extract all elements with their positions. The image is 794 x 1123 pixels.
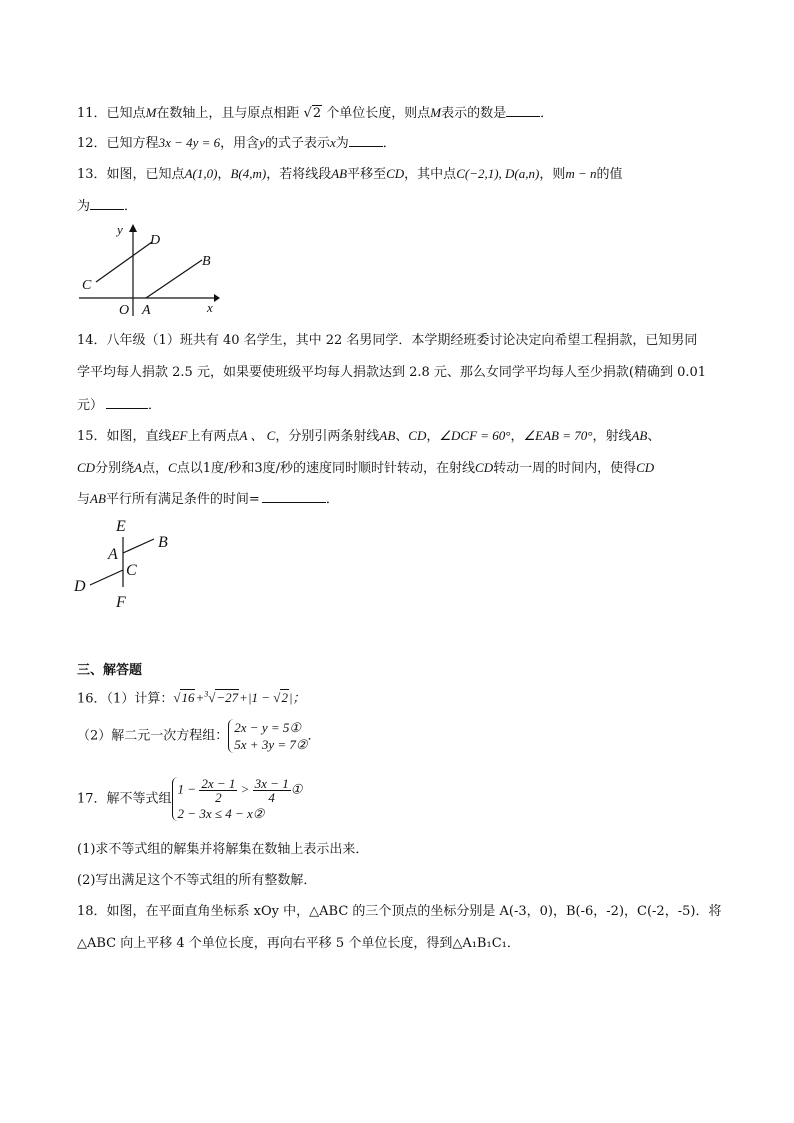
- sqrt-radicand: 16: [181, 690, 195, 706]
- question-17-sub-2: (2)写出满足这个不等式组的所有整数解．: [77, 873, 317, 888]
- label-x: x: [207, 300, 213, 315]
- y-axis-arrow-icon: [129, 224, 137, 232]
- question-13-cont: [77, 197, 137, 216]
- segment-ab: [146, 260, 202, 298]
- math-expr: √16+$^3$√−27+|1 − √2|；: [173, 690, 306, 706]
- math-var: y: [259, 135, 265, 150]
- math-var: A: [134, 460, 143, 475]
- math-var: EF: [171, 428, 188, 443]
- equation-1: 2x − y = 5①: [234, 720, 302, 735]
- x-axis-arrow-icon: [214, 294, 220, 302]
- equation-2: 5x + 3y = 7②: [234, 737, 308, 752]
- text: ，若将线段: [266, 167, 332, 182]
- ray-ab: [123, 539, 154, 553]
- label-c: C: [82, 278, 92, 293]
- question-16-part-1: [77, 686, 306, 708]
- text: 、: [395, 429, 409, 444]
- text: 点，: [142, 461, 169, 476]
- text: 16．（1）计算：: [77, 691, 174, 707]
- question-number: 13．: [77, 167, 107, 182]
- math-var: AB: [379, 428, 396, 443]
- question-18-line-1: 18．如图，在平面直角坐标系 xOy 中，△ABC 的三个顶点的坐标分别是 A(-3，0)，B(-6，-2)，C(-2，-5)．将: [77, 904, 722, 919]
- math-var: AB: [331, 166, 348, 181]
- math-var: CD: [475, 460, 494, 475]
- text: ，: [510, 429, 524, 444]
- question-14-line-3: [77, 396, 161, 415]
- question-15-line-2: [77, 459, 654, 478]
- text: ．: [148, 398, 162, 413]
- text: 已知方程: [106, 136, 159, 151]
- math-var: A 、 C: [239, 428, 276, 443]
- math-angle: ∠DCF = 60°: [439, 428, 511, 443]
- question-14-line-2: 学平均每人捐款 2.5 元，如果要使班级平均每人捐款达到 2.8 元、那么女同学平均每人至少捐款(精确到 0.01: [77, 365, 707, 380]
- sqrt-radicand: 2: [312, 106, 322, 121]
- text: 表示的数是: [441, 106, 507, 121]
- inequality-system: [172, 777, 303, 821]
- label-d: D: [150, 233, 161, 248]
- answer-blank[interactable]: [349, 134, 383, 147]
- text: 分别绕: [95, 461, 135, 476]
- root-index: 3: [204, 690, 209, 699]
- question-number: 11．: [77, 106, 107, 121]
- question-14-line-1: 14．八年级（1）班共有 40 名学生，其中 22 名男同学．本学期经班委讨论决定向希望工程捐款，已知男同: [77, 333, 698, 348]
- math-op: >: [240, 781, 250, 797]
- inequality-1: [178, 777, 303, 804]
- text: 与: [77, 492, 91, 507]
- text: ．: [307, 728, 321, 744]
- label-e: E: [116, 518, 126, 535]
- text: 上有两点: [187, 429, 240, 444]
- label-b: B: [202, 254, 211, 269]
- math-label: ①: [290, 781, 303, 797]
- text: ，其中点: [404, 167, 457, 182]
- question-17: [77, 777, 302, 821]
- text: ，射线: [592, 429, 632, 444]
- text: 如图，已知点: [106, 167, 185, 182]
- question-number: 12．: [77, 136, 107, 151]
- question-16-part-2: [77, 719, 321, 753]
- text: 的值: [596, 167, 623, 182]
- section-heading: 三、解答题: [77, 663, 143, 678]
- text: （2）解二元一次方程组：: [77, 728, 229, 744]
- text: ．: [382, 136, 396, 151]
- answer-blank[interactable]: [106, 396, 148, 409]
- text: ．: [325, 492, 339, 507]
- math-op: +: [195, 690, 205, 706]
- text: 点以1度/秒和3度/秒的速度同时顺时针转动，在射线: [176, 461, 476, 476]
- label-o: O: [119, 303, 130, 318]
- math-expr: m − n: [565, 166, 597, 181]
- text: 元）: [77, 398, 104, 413]
- text: 已知点: [106, 106, 146, 121]
- question-18-line-2: △ABC 向上平移 4 个单位长度，再向右平移 5 个单位长度，得到△A₁B₁C₁．: [77, 936, 520, 951]
- text: ，: [217, 167, 231, 182]
- inequality-2: 2 − 3x ≤ 4 − x②: [177, 806, 265, 821]
- answer-blank[interactable]: [262, 490, 326, 503]
- question-11: 11．已知点M在数轴上，且与原点相距 √2 个单位长度，则点M表示的数是 ．: [77, 105, 554, 121]
- question-13: [77, 165, 623, 184]
- question-15-line-3: [77, 490, 339, 509]
- text: 平移至: [347, 167, 387, 182]
- segment-cd: [96, 242, 152, 282]
- math-point: A(1,0): [184, 166, 218, 181]
- text: 个单位长度，则点: [326, 106, 431, 121]
- text: ．: [124, 199, 138, 214]
- math-op: |；: [288, 690, 306, 706]
- text: 的式子表示: [264, 136, 330, 151]
- math-var: x: [329, 135, 336, 150]
- text: 转动一周的时间内，使得: [493, 461, 637, 476]
- fraction-numerator: 2x − 1: [201, 776, 236, 791]
- question-15-line-1: [77, 427, 660, 446]
- label-c: C: [126, 562, 137, 579]
- answer-blank[interactable]: [90, 197, 124, 210]
- label-a: A: [108, 546, 118, 563]
- fraction-numerator: 3x − 1: [254, 776, 289, 791]
- math-var: AB: [631, 428, 648, 443]
- text: 如图，直线: [106, 429, 172, 444]
- label-d: D: [74, 578, 86, 595]
- math-equation: 3x − 4y = 6: [158, 135, 221, 150]
- math-var: C: [168, 460, 177, 475]
- math-var: M: [430, 105, 442, 120]
- math-op: +|1 −: [239, 690, 271, 706]
- math-var: CD: [386, 166, 405, 181]
- text: ，用含: [220, 136, 260, 151]
- ray-cd: [90, 570, 123, 585]
- math-angle: ∠EAB = 70°: [523, 428, 593, 443]
- label-b: B: [158, 534, 168, 551]
- math-var: AB: [90, 491, 106, 506]
- text: 17．解不等式组: [77, 791, 172, 807]
- text: ，: [426, 429, 440, 444]
- text: ，则: [539, 167, 566, 182]
- math-point: B(4,m): [230, 166, 267, 181]
- figure-q13-coordinate: [74, 220, 224, 320]
- math-point: C(−2,1), D(a,n): [456, 166, 540, 181]
- label-f: F: [116, 594, 126, 610]
- text: 在数轴上，且与原点相距: [156, 106, 300, 121]
- fraction-denominator: 2: [215, 790, 222, 805]
- math-var: CD: [77, 460, 96, 475]
- question-number: 15．: [77, 429, 107, 444]
- text: ，分别引两条射线: [275, 429, 380, 444]
- math-var: CD: [408, 428, 427, 443]
- math-var: CD: [636, 460, 655, 475]
- figure-q15-lines: [70, 515, 180, 610]
- question-12: [77, 134, 396, 153]
- text: 为: [77, 199, 91, 214]
- text: 平行所有满足条件的时间=: [105, 492, 260, 507]
- label-y: y: [117, 222, 123, 237]
- fraction: [253, 777, 291, 804]
- math-expr: 1 −: [177, 781, 197, 797]
- sqrt-radicand: 2: [281, 690, 288, 706]
- fraction: [199, 777, 237, 804]
- text: 为: [335, 136, 349, 151]
- question-17-sub-1: (1)求不等式组的解集并将解集在数轴上表示出来．: [77, 842, 369, 857]
- text: ．: [540, 106, 554, 121]
- text: 、: [647, 429, 661, 444]
- math-var: M: [145, 105, 157, 120]
- answer-blank[interactable]: [506, 104, 540, 117]
- fraction-denominator: 4: [268, 790, 275, 805]
- label-a: A: [142, 303, 151, 318]
- sqrt-radicand: −27: [216, 690, 239, 706]
- equation-system: [228, 719, 307, 753]
